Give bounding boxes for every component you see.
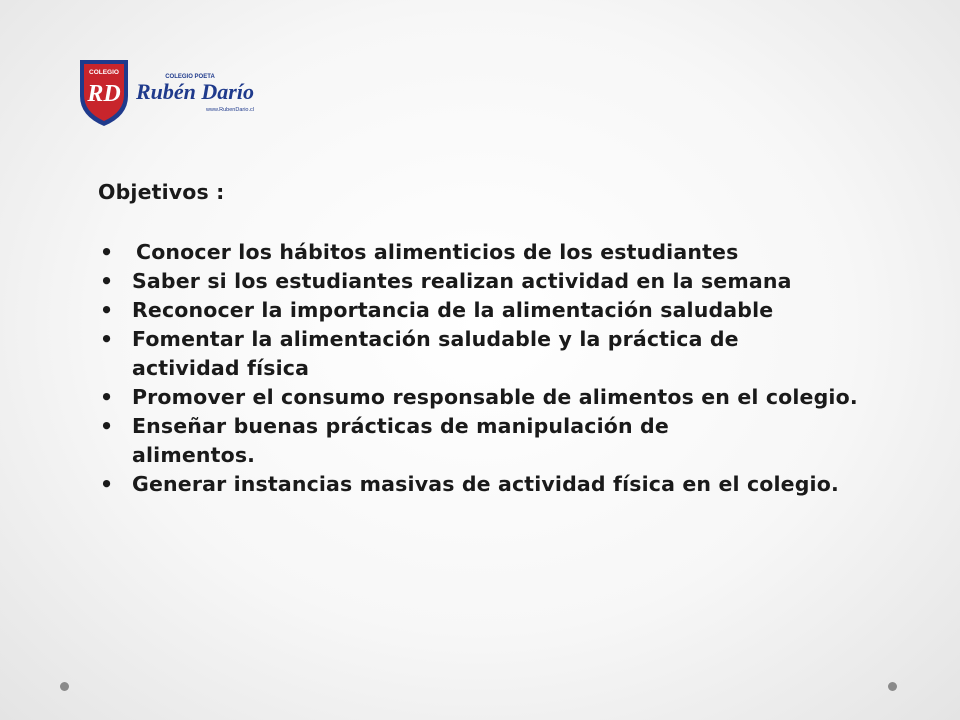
corner-dot-icon	[888, 682, 897, 691]
objectives-list	[98, 238, 898, 499]
objectives-section	[98, 180, 898, 499]
list-item-text: Promover el consumo responsable de alimentos en el colegio.	[132, 385, 858, 409]
objectives-heading: Objetivos :	[98, 180, 225, 204]
bullet-icon: •	[100, 327, 114, 351]
list-item-text: Fomentar la alimentación saludable y la práctica de actividad física	[132, 327, 739, 380]
bullet-icon: •	[100, 298, 114, 322]
list-item	[98, 296, 898, 325]
school-logo	[76, 58, 266, 128]
bullet-icon: •	[100, 472, 114, 496]
list-item-text: Reconocer la importancia de la alimentación saludable	[132, 298, 774, 322]
logo-url: www.RubenDario.cl	[206, 107, 254, 113]
bullet-icon: •	[100, 269, 114, 293]
list-item	[98, 325, 832, 383]
list-item	[98, 238, 898, 267]
list-item	[98, 412, 792, 470]
list-item	[98, 470, 862, 499]
bullet-icon: •	[100, 240, 114, 264]
logo-arc-text: COLEGIO	[89, 69, 119, 76]
list-item-text: Enseñar buenas prácticas de manipulación de alimentos.	[132, 414, 669, 467]
bullet-icon: •	[100, 414, 114, 438]
school-crest-icon	[76, 58, 266, 128]
list-item-text: Generar instancias masivas de actividad física en el colegio.	[132, 472, 839, 496]
logo-monogram: RD	[87, 81, 121, 107]
logo-name: Rubén Darío	[136, 79, 254, 104]
list-item	[98, 267, 898, 296]
list-item	[98, 383, 862, 412]
bullet-icon: •	[100, 385, 114, 409]
list-item-text: Conocer los hábitos alimenticios de los estudiantes	[136, 240, 739, 264]
logo-small-text: COLEGIO POETA	[165, 74, 215, 80]
corner-dot-icon	[60, 682, 69, 691]
list-item-text: Saber si los estudiantes realizan actividad en la semana	[132, 269, 792, 293]
